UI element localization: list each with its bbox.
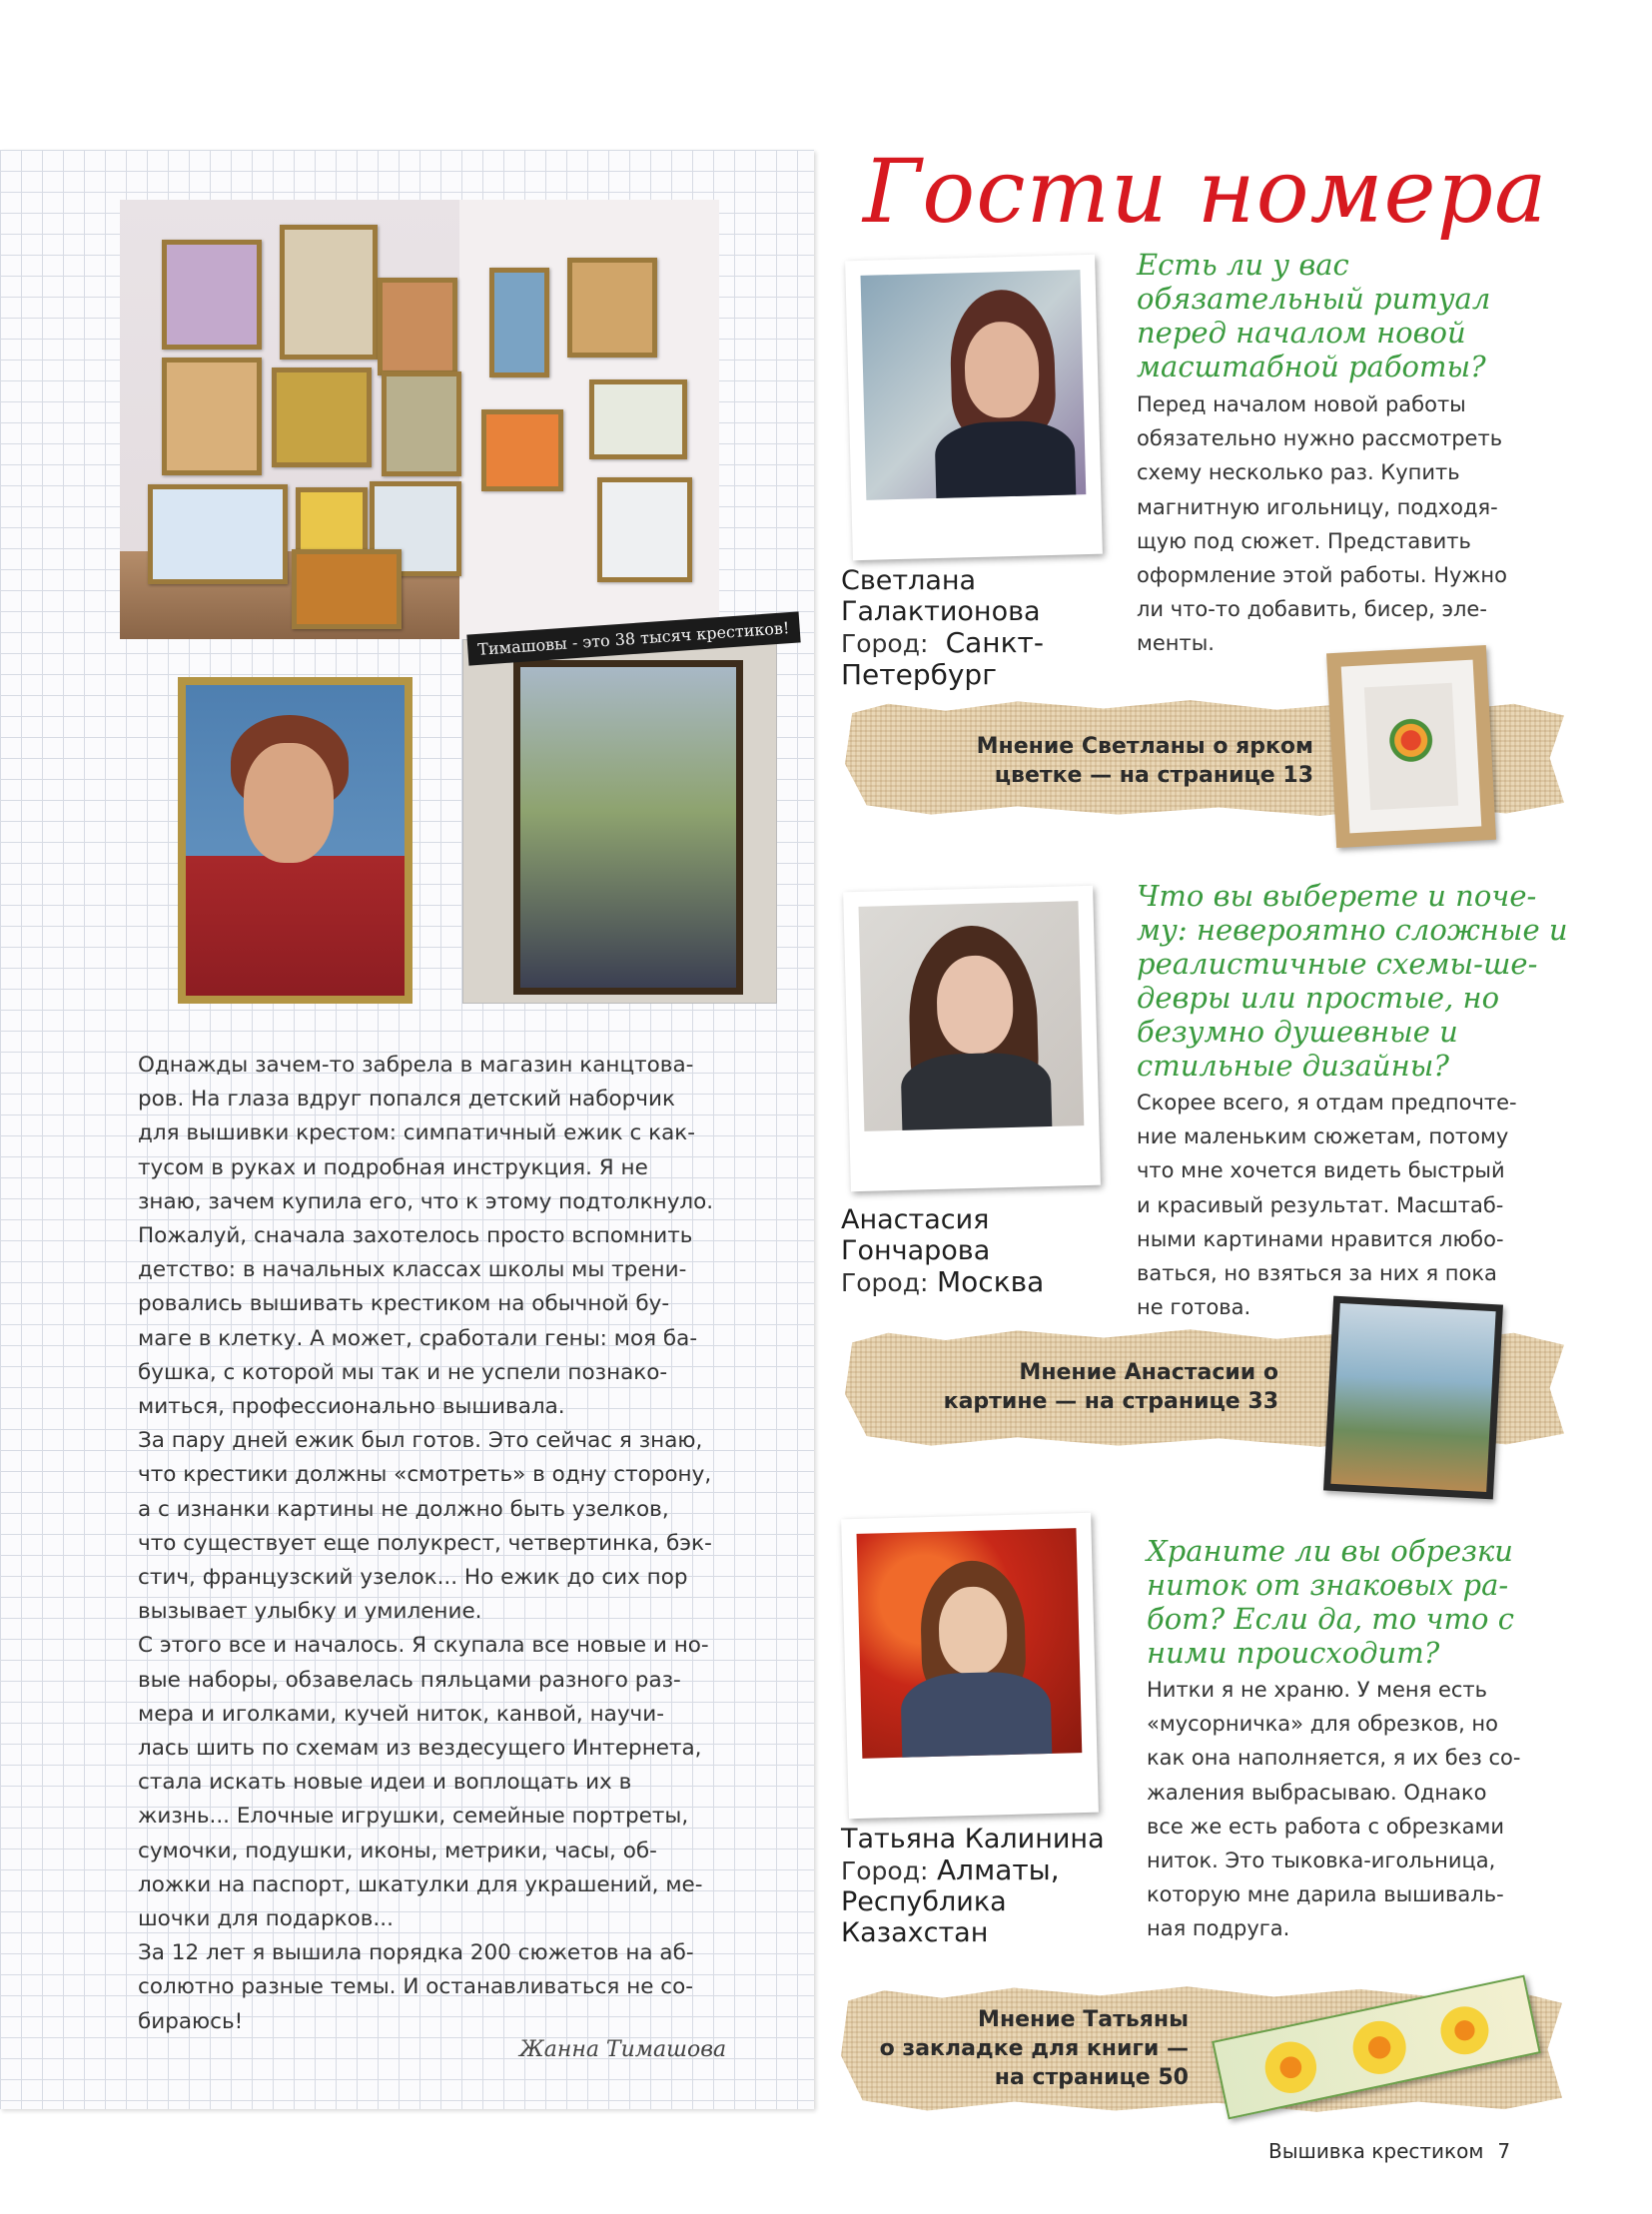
guest2-promo-text[interactable]: Мнение Анастасии о картине — на странице 33 (943, 1360, 1278, 1414)
story-line: тусом в руках и подробная инструкция. Я не (138, 1154, 648, 1180)
story-line: для вышивки крестом: симпатичный ежик с как- (138, 1120, 696, 1146)
story-line: вызывает улыбку и умиление. (138, 1599, 482, 1625)
daffodil-icon (1431, 1997, 1497, 2063)
story-text (138, 1049, 737, 2039)
story-line: С этого все и началось. Я скупала все новые и но- (138, 1633, 709, 1659)
portrait-face (244, 743, 334, 863)
guest3-name: Татьяна Калинина Город: Алматы, Республика Казахстан (841, 1824, 1105, 1948)
gallery-frame-leprechaun (382, 371, 461, 476)
guest3-question: Храните ли вы обрезки ниток от знаковых ра- бот? Если да, то что с ними происходит? (1147, 1534, 1514, 1670)
story-line: ров. На глаза вдруг попался детский наборчик (138, 1087, 675, 1112)
page-number: 7 (1497, 2139, 1511, 2163)
story-line: маге в клетку. А может, сработали гены: моя ба- (138, 1325, 698, 1351)
guest1-promo-text[interactable]: Мнение Светланы о ярком цветке — на странице 13 (976, 734, 1313, 788)
gallery-frame-squirrel (567, 258, 657, 358)
gallery-frame-church (489, 268, 549, 377)
daffodil-icon (1342, 2011, 1416, 2085)
story-line: миться, профессионально вышивала. (138, 1394, 565, 1420)
author-signature: Жанна Тимашова (519, 2037, 727, 2062)
story-line: вые наборы, обзавелась пяльцами разного раз- (138, 1667, 681, 1693)
story-line: мера и иголками, кучей ниток, канвой, научи- (138, 1701, 664, 1727)
guest2-photo (859, 901, 1085, 1131)
story-line: стич, французский узелок... Но ежик до сих пор (138, 1565, 688, 1591)
family-portrait-photo (462, 639, 777, 1004)
gallery-frame-house (272, 368, 372, 467)
guest2-painting-thumbnail[interactable] (1323, 1296, 1503, 1500)
embroidered-portrait-photo (178, 677, 413, 1004)
guest3-promo-text[interactable]: Мнение Татьяны о закладке для книги — на странице 50 (879, 2007, 1189, 2090)
guest1-polaroid (845, 255, 1103, 560)
story-line: а с изнанки картины не должно быть узелков, (138, 1496, 669, 1522)
gallery-frame-stork (148, 484, 288, 584)
guest2-question: Что вы выберете и поче- му: невероятно сложные и реалистичные схемы-ше- девры или простые, но безумно душевные и стильные дизайны? (1137, 879, 1568, 1083)
guest3-photo (857, 1528, 1083, 1759)
guest1-photo (861, 270, 1087, 500)
embroidery-gallery-photo (120, 200, 719, 639)
gallery-frame-boats (280, 225, 378, 360)
daffodil-icon (1255, 2032, 1326, 2103)
family-portrait-artwork (513, 660, 743, 995)
story-line: сумочки, подушки, иконы, метрики, часы, об- (138, 1838, 657, 1863)
guest1-answer: Перед началом новой работы обязательно нужно рассмотреть схему несколько раз. Купить магнитную игольницу, подходя- щую под сюжет. Представить оформление этой работы. Нужно ли что-то добавить, бисер, эле- менты. (1137, 392, 1507, 656)
story-line: Пожалуй, сначала захотелось просто вспомнить (138, 1223, 693, 1249)
story-line: что существует еще полукрест, четвертинка, бэк- (138, 1530, 712, 1556)
story-line: что крестики должны «смотреть» в одну сторону, (138, 1462, 712, 1488)
story-line: жизнь... Елочные игрушки, семейные портреты, (138, 1804, 689, 1830)
guest1-question: Есть ли у вас обязательный ритуал перед началом новой масштабной работы? (1137, 248, 1491, 383)
guest1-flower-artwork-thumbnail[interactable] (1326, 645, 1496, 848)
gallery-frame-lilac (162, 240, 262, 350)
page-footer (1268, 2139, 1510, 2163)
guest3-answer: Нитки я не храню. У меня есть «мусорничка» для обрезков, но как она наполняется, я их без со- жаления выбрасываю. Однако все же есть работа с обрезками ниток. Это тыковка-игольница, которую мне дарила вышиваль- ная подруга. (1147, 1678, 1521, 1941)
story-line: детство: в начальных классах школы мы трени- (138, 1257, 687, 1283)
story-line: солютно разные темы. И останавливаться не со- (138, 1974, 694, 2000)
gallery-frame-sunset (481, 409, 563, 491)
story-line: бираюсь! (138, 2008, 244, 2034)
page-title: Гости номера (863, 140, 1548, 243)
magazine-name: Вышивка крестиком (1268, 2139, 1484, 2163)
story-line: За 12 лет я вышила порядка 200 сюжетов на аб- (138, 1940, 694, 1966)
story-line: ровались вышивать крестиком на обычной бу- (138, 1291, 670, 1317)
story-line: За пару дней ежик был готов. Это сейчас я знаю, (138, 1428, 703, 1454)
story-line: бушка, с которой мы так и не успели познако- (138, 1359, 668, 1385)
story-line: стала искать новые идеи и воплощать их в (138, 1770, 632, 1796)
gallery-frame-owl (162, 358, 262, 475)
gallery-frame-autumn (292, 549, 402, 629)
story-line: лась шить по схемам из вездесущего Интернета, (138, 1736, 702, 1762)
guest2-name: Анастасия Гончарова Город: Москва (841, 1204, 1045, 1298)
guest2-answer: Скорее всего, я отдам предпочте- ние маленьким сюжетам, потому что мне хочется видеть быстрый и красивый результат. Масштаб- ными картинами нравится любо- ваться, но взяться за них я пока не готова. (1137, 1091, 1517, 1320)
story-line: знаю, зачем купила его, что к этому подтолкнуло. (138, 1188, 714, 1214)
gallery-frame-teddy (589, 379, 687, 459)
story-line: шочки для подарков... (138, 1906, 394, 1932)
guest2-polaroid (843, 886, 1101, 1191)
gallery-frame-metric (597, 477, 692, 582)
guest3-polaroid (841, 1513, 1099, 1819)
photo-caption-tag: Тимашовы - это 38 тысяч крестиков! (466, 611, 800, 665)
guest1-name: Светлана Галактионова Город: Санкт- Петербург (841, 565, 1044, 691)
story-line: Однажды зачем-то забрела в магазин канцтова- (138, 1053, 694, 1078)
gallery-frame-flowers (378, 278, 457, 375)
story-line: ложки на паспорт, шкатулки для украшений, ме- (138, 1871, 703, 1897)
